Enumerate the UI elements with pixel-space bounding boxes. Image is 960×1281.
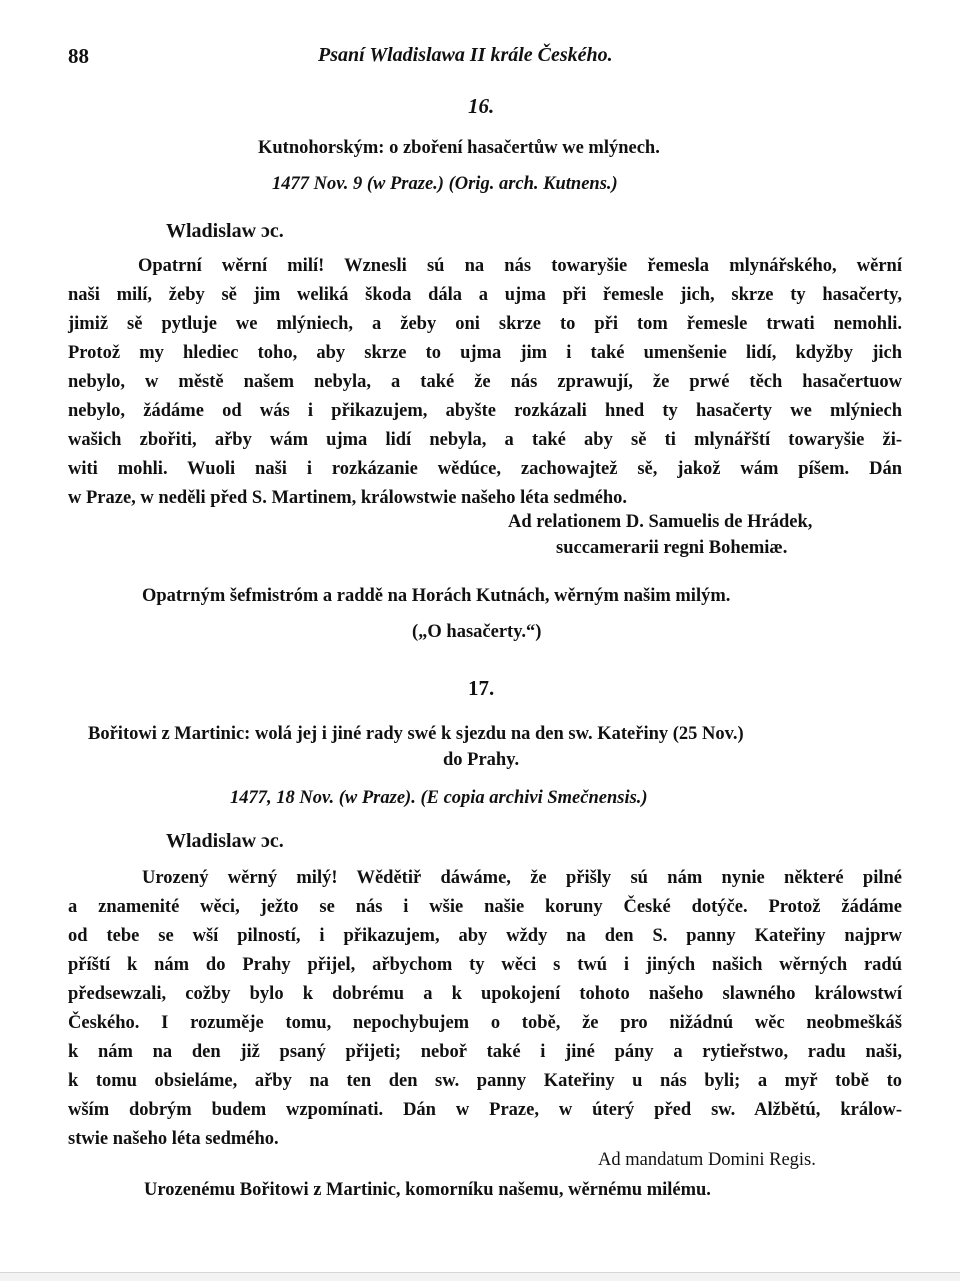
letter-17-address: Urozenému Bořitowi z Martinic, komorníku našemu, wěrnému milému. — [144, 1180, 711, 1200]
body-line: příští k nám do Prahy přijel, ařbychom ty wěci s twú i jiných našich wěrných radú — [68, 955, 902, 975]
letter-16-salutation: Wladislaw ɔc. — [166, 220, 284, 242]
body-line: wašich zbořiti, ařby wám ujma lidí nebyla, a také aby sě ti mlynářští towaryšie ži- — [68, 430, 902, 450]
letter-17-body — [68, 864, 902, 1154]
letter-17-salutation: Wladislaw ɔc. — [166, 830, 284, 852]
letter-16-relation-line-1: Ad relationem D. Samuelis de Hrádek, — [508, 512, 813, 532]
letter-17-date-line: 1477, 18 Nov. (w Praze). (E copia archivi Smečnensis.) — [230, 788, 648, 808]
body-line: k tomu obsieláme, ařby na ten den sw. panny Kateřiny u nás byli; a myř tobě to — [68, 1071, 902, 1091]
letter-16-heading: Kutnohorským: o zboření hasačertůw we mlýnech. — [258, 138, 660, 158]
page-number: 88 — [68, 44, 89, 68]
body-line: Českého. I rozuměje tomu, nepochybujem o tobě, že pro nižádnú wěc neobmeškáš — [68, 1013, 902, 1033]
letter-16-relation-line-2: succamerarii regni Bohemiæ. — [556, 538, 788, 558]
letter-17-number: 17. — [468, 676, 495, 700]
body-line: Protož my hlediec toho, aby skrze to ujma jim i také umenšenie lidí, kdyžby jich — [68, 343, 902, 363]
body-line: a znamenité wěci, ježto se nás i wšie našie koruny České dotýče. Protož žádáme — [68, 897, 902, 917]
letter-16-number: 16. — [468, 94, 495, 118]
letter-16-address: Opatrným šefmistróm a raddě na Horách Kutnách, wěrným našim milým. — [142, 586, 731, 606]
letter-17-heading-line-2: do Prahy. — [443, 750, 520, 770]
body-line: nebylo, žádáme od wás i přikazujem, abyšte rozkázali hned ty hasačerty we mlýniech — [68, 401, 902, 421]
body-line: Opatrní wěrní milí! Wznesli sú na nás towaryšie řemesla mlynářského, wěrní — [138, 256, 902, 276]
running-title: Psaní Wladislawa II krále Českého. — [318, 44, 613, 66]
letter-16-body — [68, 252, 902, 513]
body-line: witi mohli. Wuoli naši i rozkázanie wědúce, zachowajtež sě, jakož wám píšem. Dán — [68, 459, 902, 479]
body-line: wším dobrým budem wzpomínati. Dán w Praze, w úterý před sw. Alžbětú, králow- — [68, 1100, 902, 1120]
body-line: předsewzali, cožby bylo k dobrému a k upokojení tohoto našeho slawného králowstwí — [68, 984, 902, 1004]
body-line: k nám na den již psaný přijeti; neboř také i jiné pány a rytieřstwo, radu naši, — [68, 1042, 902, 1062]
body-line: w Praze, w neděli před S. Martinem, králowstwie našeho léta sedmého. — [68, 488, 628, 508]
letter-16-date-line: 1477 Nov. 9 (w Praze.) (Orig. arch. Kutnens.) — [272, 174, 618, 194]
body-line: nebylo, w městě našem nebyla, a také že nás zprawují, že prwé těch hasačertuow — [68, 372, 902, 392]
letter-17-heading-line-1: Bořitowi z Martinic: wolá jej i jiné rady swé k sjezdu na den sw. Kateřiny (25 Nov.) — [88, 724, 744, 744]
body-line: od tebe se wší pilností, i přikazujem, aby wždy na den S. panny Kateřiny najprw — [68, 926, 902, 946]
body-line: Urozený wěrný milý! Wědětiř dáwáme, že přišly sú nám nynie některé pilné — [142, 868, 902, 888]
body-line: stwie našeho léta sedmého. — [68, 1129, 279, 1149]
body-line: jimiž sě pytluje we mlýniech, a žeby oni skrze to při tom řemesle trwati nemohli. — [68, 314, 902, 334]
body-line: naši milí, žeby sě jim weliká škoda dála a ujma při řemesle jich, skrze ty hasačerty, — [68, 285, 902, 305]
letter-17-mandate: Ad mandatum Domini Regis. — [598, 1150, 816, 1170]
letter-16-endorsement: („O hasačerty.“) — [412, 622, 542, 642]
